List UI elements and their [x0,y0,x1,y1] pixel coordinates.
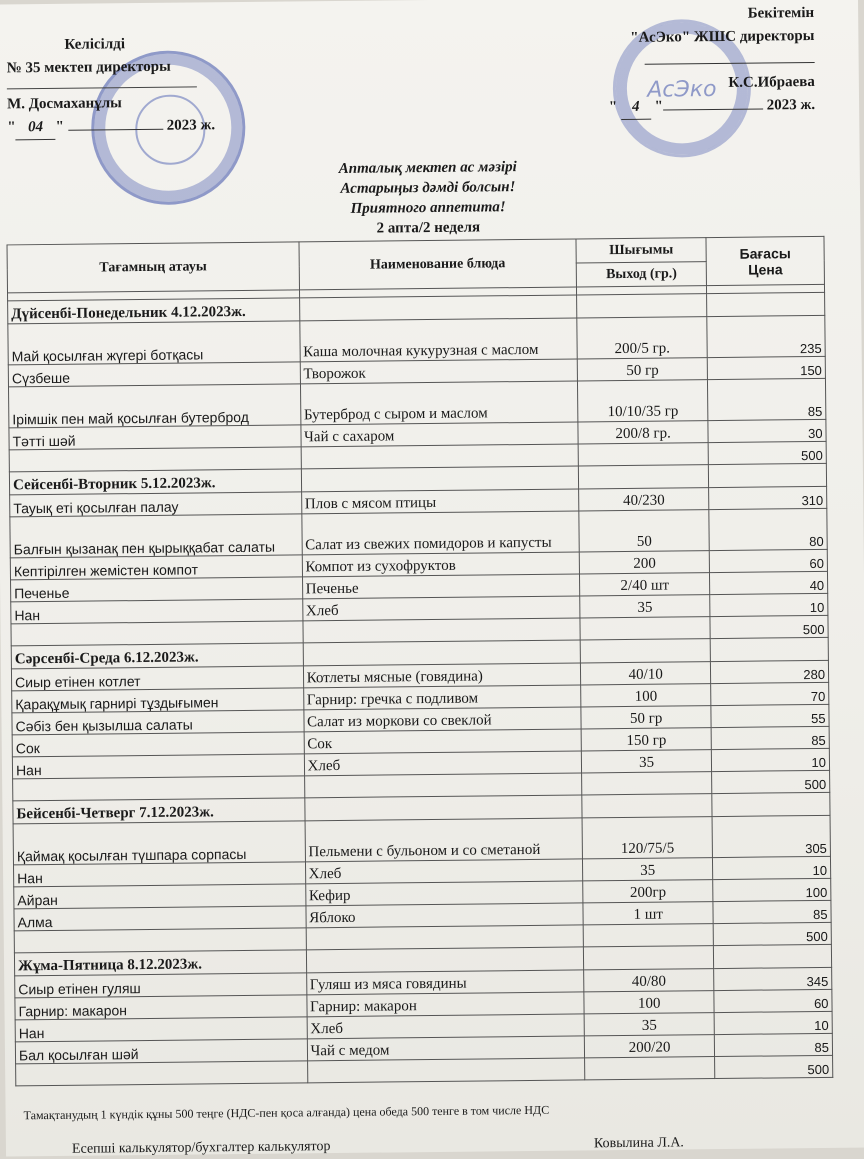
dish-price: 310 [709,486,827,509]
header-price [706,236,824,285]
header-output-kz: Шығымы [576,238,706,263]
dish-output: 35 [583,858,713,881]
dish-output: 150 гр [581,728,711,751]
dish-name-kz: Сиыр етінен гуляш [15,973,307,998]
dish-name-kz: Гарнир: макарон [15,995,307,1020]
day-title: Сейсенбі-Вторник 5.12.2023ж. [9,469,301,495]
dish-name-ru: Гарнир: макарон [306,992,584,1017]
dish-name-ru: Хлеб [302,596,580,621]
approved-name: К.С.Ибраева [728,73,815,91]
dish-output: 200/5 гр. [577,317,707,359]
header-ru-name: Наименование блюда [299,239,577,290]
dish-name-kz: Алма [14,906,306,931]
dish-name-kz: Нан [11,599,303,624]
dish-name-kz: Ірімшік пен май қосылған бутерброд [8,384,300,428]
header-price-kz: Бағасы [739,244,791,262]
dish-name-ru: Гарнир: гречка с подливом [303,685,581,710]
day-total: 500 [712,770,830,793]
dish-name-kz: Нан [14,862,306,887]
dish-name-ru: Кефир [305,881,583,906]
dish-name-kz: Тәтті шәй [9,425,301,450]
dish-name-ru: Творожок [300,359,578,384]
dish-price: 85 [711,726,829,749]
dish-name-ru: Гуляш из мяса говядины [306,970,584,995]
dish-name-ru: Хлеб [305,859,583,884]
dish-name-ru: Чай с медом [307,1036,585,1061]
dish-name-ru: Хлеб [307,1014,585,1039]
dish-name-ru: Печенье [302,574,580,599]
dish-name-kz: Нан [15,1017,307,1042]
dish-price: 85 [714,1033,832,1056]
dish-output: 40/230 [579,488,709,511]
day-title: Бейсенбі-Четверг 7.12.2023ж. [13,798,305,824]
day-total: 500 [708,441,826,464]
dish-name-ru: Чай с сахаром [301,422,579,447]
day-title: Жұма-Пятница 8.12.2023ж. [14,950,306,976]
dish-price: 80 [709,508,827,550]
approved-signature-line [608,48,815,73]
menu-body [8,292,833,1086]
dish-output: 200/8 гр. [578,421,708,444]
dish-price: 100 [713,878,831,901]
dish-name-ru: Бутерброд с сыром и маслом [300,381,578,425]
dish-output: 200/20 [585,1035,715,1058]
dish-output: 50 гр [581,706,711,729]
dish-output: 50 гр [577,358,707,381]
accountant-name: Ковылина Л.А. [593,1135,684,1152]
dish-name-ru: Салат из моркови со свеклой [303,707,581,732]
dish-price: 280 [711,660,829,683]
agreed-name: М. Досмаханұлы [6,95,122,113]
dish-price: 40 [710,571,828,594]
approved-position: "АсЭко" ЖШС директоры [630,27,815,46]
agreed-year: 2023 ж. [166,117,216,134]
dish-price: 60 [714,989,832,1012]
dish-name-kz: Балғын қызанақ пен қырыққабат салаты [10,514,302,558]
menu-title [0,153,860,242]
dish-name-kz: Май қосылған жүгері ботқасы [8,321,300,365]
dish-price: 10 [714,1011,832,1034]
dish-name-kz: Қарақұмық гарнирі тұздығымен [12,688,304,713]
dish-output: 35 [580,595,710,618]
day-title: Сәрсенбі-Среда 6.12.2023ж. [11,643,303,669]
dish-name-kz: Сәбіз бен қызылша салаты [12,710,304,735]
dish-output: 100 [584,991,714,1014]
dish-output: 40/10 [581,662,711,685]
accountant-label: Есепші калькулятор/бухгалтер калькулятор [71,1139,331,1157]
dish-price: 70 [711,682,829,705]
day-total: 500 [713,922,831,945]
dish-output: 40/80 [584,969,714,992]
dish-name-kz: Нан [12,754,304,779]
dish-name-kz: Сиыр етінен котлет [11,666,303,691]
day-total: 500 [710,615,828,638]
dish-name-ru: Сок [304,729,582,754]
dish-price: 150 [707,356,825,379]
approval-agreed-block [6,32,215,140]
approved-year: 2023 ж. [766,96,816,114]
dish-name-kz: Айран [14,884,306,909]
agreed-position: № 35 мектеп директоры [6,58,171,77]
dish-output: 10/10/35 гр [578,380,708,422]
dish-name-kz: Тауық еті қосылған палау [10,492,302,517]
dish-name-kz: Сок [12,732,304,757]
footer-note: Тамақтанудың 1 күндік құны 500 теңге (НДС-пен қоса алғанда) цена обеда 500 тенге в том числе НДС [23,1102,550,1123]
dish-name-kz: Кептірілген жемістен компот [10,555,302,580]
header-kz-name: Тағамның атауы [7,242,299,293]
dish-output: 120/75/5 [582,817,712,859]
agreed-month-line [68,129,163,131]
dish-name-ru: Пельмени с бульоном и со сметаной [305,818,583,862]
dish-name-ru: Котлеты мясные (говядина) [303,663,581,688]
day-total: 500 [715,1055,833,1078]
dish-price: 85 [708,378,826,420]
approved-date: " 4 " 2023 ж. [609,94,816,120]
dish-name-ru: Хлеб [304,751,582,776]
dish-price: 10 [710,593,828,616]
day-title: Дүйсенбі-Понедельник 4.12.2023ж. [8,298,300,324]
dish-name-ru: Плов с мясом птицы [301,489,579,514]
header-price-ru: Цена [748,260,783,278]
header-output-ru: Выход (гр.) [576,262,706,287]
title-kz-wish: Астарыңыз дәмді болсын! [340,179,516,197]
approval-approved-block [608,2,816,120]
dish-output: 100 [581,684,711,707]
dish-name-kz: Сүзбеше [8,362,300,387]
dish-name-ru: Каша молочная кукурузная с маслом [299,318,577,362]
dish-price: 60 [709,549,827,572]
approved-day: 4 [621,96,651,120]
dish-price: 85 [713,900,831,923]
dish-output: 1 шт [583,902,713,925]
dish-name-ru: Яблоко [306,903,584,928]
agreed-date: " 04 " 2023 ж. [7,114,215,140]
dish-name-kz: Печенье [11,577,303,602]
dish-name-ru: Компот из сухофруктов [302,552,580,577]
approved-heading: Бекітемін [747,4,815,22]
seal-company-text: АсЭко [647,77,717,104]
dish-price: 55 [711,704,829,727]
dish-name-ru: Салат из свежих помидоров и капусты [301,511,579,555]
dish-price: 30 [708,419,826,442]
dish-output: 2/40 шт [580,573,710,596]
dish-output: 50 [579,510,709,552]
title-week: 2 апта/2 неделя [376,219,481,237]
title-ru-wish: Приятного аппетита! [350,199,506,217]
dish-name-kz: Қаймақ қосылған түшпара сорпасы [13,821,305,865]
agreed-day: 04 [15,116,55,140]
menu-table [7,236,834,1087]
dish-output: 200гр [583,880,713,903]
dish-output: 35 [584,1013,714,1036]
title-kz: Апталық мектеп ас мәзірі [338,159,517,177]
dish-price: 345 [714,967,832,990]
dish-output: 200 [579,551,709,574]
dish-price: 10 [713,856,831,879]
agreed-heading: Келісілді [64,36,126,53]
approved-month-line [663,109,763,111]
dish-price: 235 [707,315,825,357]
dish-output: 35 [582,750,712,773]
dish-price: 10 [711,748,829,771]
dish-name-kz: Бал қосылған шәй [15,1039,307,1064]
footer-signature [72,1135,722,1158]
dish-price: 305 [712,815,830,857]
